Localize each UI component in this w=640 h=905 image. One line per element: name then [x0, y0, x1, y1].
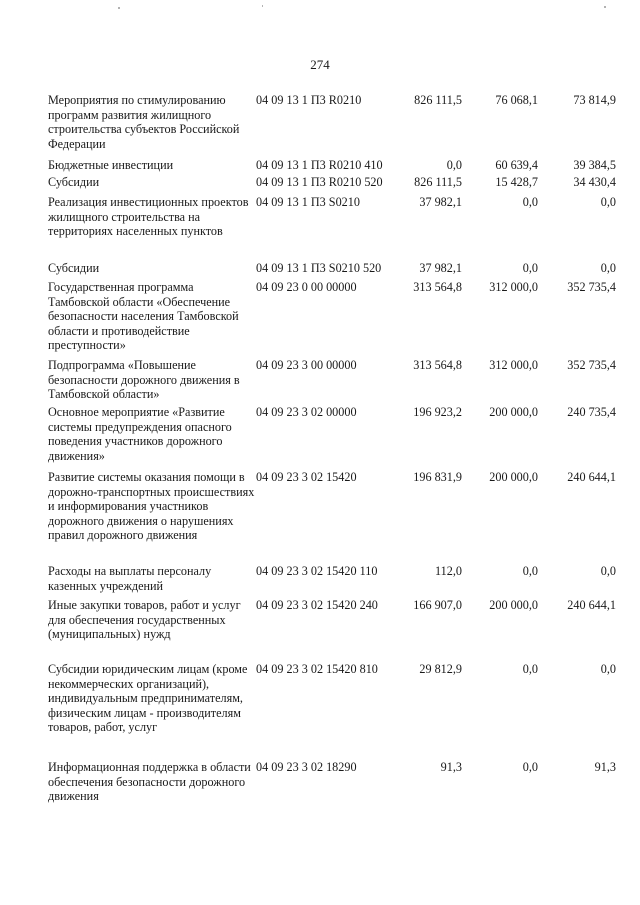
row-value-2: 200 000,0	[489, 598, 538, 612]
row-value-3: 34 430,4	[573, 175, 616, 189]
row-value-2: 0,0	[522, 195, 538, 209]
row-value-3: 0,0	[600, 261, 616, 275]
row-value-2: 200 000,0	[489, 470, 538, 484]
row-value-1: 313 564,8	[413, 280, 462, 294]
row-code: 04 09 13 1 П3 R0210 410	[256, 158, 383, 172]
row-name: Основное мероприятие «Развитие системы предупреждения опасного поведения участников дорожного движения»	[48, 405, 232, 463]
row-value-2: 312 000,0	[489, 358, 538, 372]
row-name: Субсидии	[48, 261, 100, 275]
row-name: Реализация инвестиционных проектов жилищного строительства на территориях населенных пунктов	[48, 195, 249, 239]
row-value-1: 826 111,5	[414, 175, 462, 189]
row-name: Субсидии	[48, 175, 100, 189]
row-value-1: 196 831,9	[413, 470, 462, 484]
row-value-2: 76 068,1	[495, 93, 538, 107]
row-code: 04 09 23 3 02 15420 810	[256, 662, 378, 676]
row-value-3: 352 735,4	[567, 358, 616, 372]
row-value-1: 37 982,1	[419, 195, 462, 209]
page-number: 274	[310, 57, 330, 72]
row-value-2: 200 000,0	[489, 405, 538, 419]
row-name: Субсидии юридическим лицам (кроме некоммерческих организаций), индивидуальным предпринимателям, физическим лицам - производителям товаров, работ, услуг	[48, 662, 248, 735]
row-name: Бюджетные инвестиции	[48, 158, 174, 172]
row-value-2: 15 428,7	[495, 175, 538, 189]
row-value-3: 0,0	[600, 662, 616, 676]
row-code: 04 09 23 3 02 15420 240	[256, 598, 378, 612]
row-name: Развитие системы оказания помощи в дорожно-транспортных происшествиях и информирования участников дорожного движения о нарушениях правил дорожного движения	[48, 470, 255, 543]
row-code: 04 09 23 3 00 00000	[256, 358, 357, 372]
row-code: 04 09 23 3 02 15420 110	[256, 564, 378, 578]
row-value-1: 0,0	[446, 158, 462, 172]
row-value-1: 826 111,5	[414, 93, 462, 107]
row-value-1: 166 907,0	[413, 598, 462, 612]
row-name: Мероприятия по стимулированию программ развития жилищного строительства субъектов Российской Федерации	[48, 93, 240, 151]
row-value-3: 0,0	[600, 195, 616, 209]
row-value-1: 196 923,2	[413, 405, 462, 419]
row-value-3: 91,3	[594, 760, 616, 774]
row-value-3: 0,0	[600, 564, 616, 578]
row-value-3: 240 644,1	[567, 598, 616, 612]
row-code: 04 09 23 3 02 18290	[256, 760, 357, 774]
row-name: Расходы на выплаты персоналу казенных учреждений	[48, 564, 212, 593]
row-value-2: 60 639,4	[495, 158, 538, 172]
row-value-2: 312 000,0	[489, 280, 538, 294]
row-name: Иные закупки товаров, работ и услуг для обеспечения государственных (муниципальных) нужд	[48, 598, 241, 642]
row-value-1: 112,0	[435, 564, 462, 578]
row-value-2: 0,0	[522, 760, 538, 774]
row-value-1: 37 982,1	[419, 261, 462, 275]
row-value-3: 352 735,4	[567, 280, 616, 294]
scan-speck	[604, 6, 606, 8]
row-code: 04 09 13 1 П3 S0210	[256, 195, 360, 209]
row-value-1: 29 812,9	[419, 662, 462, 676]
row-value-2: 0,0	[522, 662, 538, 676]
row-value-2: 0,0	[522, 564, 538, 578]
row-value-3: 240 644,1	[567, 470, 616, 484]
scan-speck	[262, 5, 263, 7]
row-value-2: 0,0	[522, 261, 538, 275]
row-code: 04 09 23 3 02 00000	[256, 405, 357, 419]
row-value-3: 240 735,4	[567, 405, 616, 419]
row-code: 04 09 23 3 02 15420	[256, 470, 357, 484]
row-name: Подпрограмма «Повышение безопасности дорожного движения в Тамбовской области»	[48, 358, 240, 402]
row-name: Государственная программа Тамбовской области «Обеспечение безопасности населения Тамбовской области и противодействие преступности»	[48, 280, 239, 353]
row-name: Информационная поддержка в области обеспечения безопасности дорожного движения	[48, 760, 251, 804]
row-code: 04 09 13 1 П3 R0210	[256, 93, 362, 107]
row-code: 04 09 23 0 00 00000	[256, 280, 357, 294]
row-code: 04 09 13 1 П3 R0210 520	[256, 175, 383, 189]
row-value-1: 313 564,8	[413, 358, 462, 372]
row-value-3: 73 814,9	[573, 93, 616, 107]
scan-speck	[118, 7, 120, 9]
row-value-1: 91,3	[440, 760, 462, 774]
row-value-3: 39 384,5	[573, 158, 616, 172]
row-code: 04 09 13 1 П3 S0210 520	[256, 261, 382, 275]
